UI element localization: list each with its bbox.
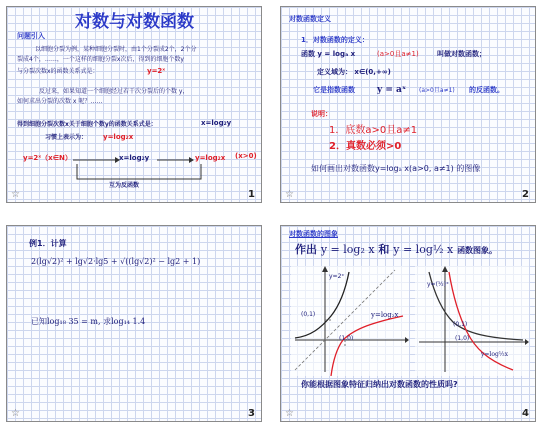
text-line: 叫做对数函数； xyxy=(437,50,486,58)
task-text: 作出 xyxy=(295,243,317,256)
star-icon: ☆ xyxy=(285,189,294,200)
point-label: (1,0) xyxy=(339,335,354,342)
formula: y=2ˣ（x∈N） xyxy=(23,154,72,162)
graph-log2 xyxy=(291,266,409,376)
page-number: 2 xyxy=(522,189,529,200)
expression: 2(lg√2)² + lg√2·lg5 + √((lg√2)² − lg2 + 1) xyxy=(31,257,201,266)
slide-title: 对数函数的图象 xyxy=(289,230,338,238)
note-1: 1．底数a>0且a≠1 xyxy=(329,125,418,136)
formula: y = log₂ x xyxy=(320,243,375,256)
text-line: 裂成4个，……，一个这样的细胞分裂x次后，得到的细胞个数y xyxy=(17,56,184,63)
curve-label: y=(½)ˣ xyxy=(427,281,449,288)
curve-label: y=log½x xyxy=(481,351,508,358)
arrow-icon xyxy=(71,152,261,185)
task-text: 函数图象。 xyxy=(457,246,498,255)
formula: y = aˣ xyxy=(377,85,407,95)
slide-4[interactable] xyxy=(280,225,536,422)
point-label: (0,1) xyxy=(301,311,316,318)
text-line: 反过来，如果知道一个细胞经过若干次分裂后的个数 y， xyxy=(39,88,189,95)
star-icon: ☆ xyxy=(11,408,20,419)
text-line: 的反函数。 xyxy=(469,86,504,94)
slide-title: 对数函数定义 xyxy=(289,15,331,23)
condition: (a>0且a≠1) xyxy=(419,87,455,94)
star-icon: ☆ xyxy=(11,189,20,200)
formula: y = log½ x xyxy=(393,243,454,256)
given-line: 已知log₁₈ 35 = m, 求log₁₄ 1.4 xyxy=(31,317,146,326)
inverse-label: 互为反函数 xyxy=(109,182,140,189)
text-line: 如何求出分裂的次数 x 呢？…… xyxy=(17,98,103,105)
note-2: 2．真数必须>0 xyxy=(329,141,402,152)
point-label: (1,0) xyxy=(455,335,470,342)
domain-line: 定义域为： x∈(0,+∞) xyxy=(317,68,391,76)
formula: y=log₂x xyxy=(103,133,134,141)
definition-formula: 函数 y = logₐ x xyxy=(301,50,356,58)
page-number: 4 xyxy=(522,408,529,419)
slide-3[interactable] xyxy=(6,225,262,422)
formula: x=log₂y xyxy=(119,154,150,162)
slide-1[interactable] xyxy=(6,6,262,203)
task-text: 和 xyxy=(378,243,390,256)
text-line: 得到细胞分裂次数x关于细胞个数y的函数关系式是： xyxy=(17,121,157,128)
task-line xyxy=(295,244,497,256)
note-heading: 说明： xyxy=(311,110,332,118)
formula: y=2ˣ xyxy=(147,67,166,75)
slide-title: 对数与对数函数 xyxy=(75,12,194,32)
point-label: (0,1) xyxy=(453,321,468,328)
curve-label: y=log₂x xyxy=(371,311,399,319)
text-line: 习惯上表示为： xyxy=(45,134,88,141)
question: 如何画出对数函数y=logₐ x(a>0, a≠1) 的图像 xyxy=(311,164,481,173)
page-number: 1 xyxy=(248,189,255,200)
text-line: 与分裂次数x的函数关系式是： xyxy=(17,68,99,75)
curve-label: y=2ˣ xyxy=(329,273,345,280)
condition: (x>0) xyxy=(235,152,257,160)
section-heading: 问题引入 xyxy=(17,32,45,40)
text-line: 它是指数函数 xyxy=(313,86,355,94)
formula: x=log₂y xyxy=(201,119,232,127)
formula: y=log₂x xyxy=(195,154,226,162)
condition: (a>0且a≠1) xyxy=(377,50,419,58)
star-icon: ☆ xyxy=(285,408,294,419)
example-heading: 例1．计算 xyxy=(29,239,67,248)
slide-2[interactable] xyxy=(280,6,536,203)
definition-heading: 1．对数函数的定义： xyxy=(301,36,369,44)
page-number: 3 xyxy=(248,408,255,419)
text-line: 以细胞分裂为例，某种细胞分裂时，由1个分裂成2个，2个分 xyxy=(35,46,197,53)
question: 你能根据图象特征归纳出对数函数的性质吗? xyxy=(301,380,458,389)
